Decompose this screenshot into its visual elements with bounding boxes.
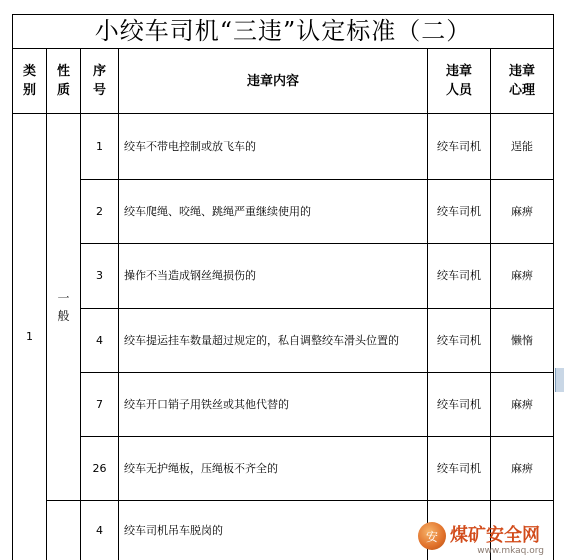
row-5-content: 绞车开口销子用铁丝或其他代替的 <box>124 397 289 411</box>
header-person-line1: 违章 <box>445 64 472 79</box>
row-6-content: 绞车无护绳板，压绳板不齐全的 <box>124 461 278 475</box>
header-psychology <box>491 49 553 113</box>
row-5-psychology: 麻痹 <box>511 397 533 411</box>
table-border-right <box>553 14 554 560</box>
row-6-person: 绞车司机 <box>437 461 481 475</box>
nature-value <box>47 114 80 500</box>
header-psychology-line1: 违章 <box>508 64 535 79</box>
header-category-line1: 类 <box>22 64 36 79</box>
scroll-handle[interactable] <box>555 368 564 392</box>
row-2-content: 绞车爬绳、咬绳、跳绳严重继续使用的 <box>124 204 311 218</box>
row-4-number: 4 <box>96 333 103 347</box>
nature-value-line1: 一 <box>57 291 70 305</box>
document-title: 小绞车司机“三违”认定标准（二） <box>94 17 472 45</box>
header-number <box>81 49 118 113</box>
row-7-content: 绞车司机吊车脱岗的 <box>124 523 223 537</box>
header-number-line1: 序 <box>92 64 106 79</box>
header-person-line2: 人员 <box>445 83 472 98</box>
header-nature-line2: 质 <box>56 83 70 98</box>
row-6-psychology: 麻痹 <box>511 461 533 475</box>
category-value: 1 <box>26 330 33 343</box>
row-1-psychology: 逞能 <box>511 139 533 153</box>
row-2-psychology: 麻痹 <box>511 204 533 218</box>
site-watermark <box>418 516 548 556</box>
row-5-person: 绞车司机 <box>437 397 481 411</box>
header-person <box>428 49 490 113</box>
header-psychology-line2: 心理 <box>508 83 535 98</box>
row-4-psychology: 懒惰 <box>511 333 533 347</box>
header-category <box>13 49 46 113</box>
header-number-line2: 号 <box>92 83 106 98</box>
row-1-content: 绞车不带电控制或放飞车的 <box>124 139 256 153</box>
header-nature <box>47 49 80 113</box>
row-2-number: 2 <box>96 204 103 218</box>
row-3-psychology: 麻痹 <box>511 269 533 282</box>
watermark-seal-icon: 安 <box>418 522 446 550</box>
header-category-line2: 别 <box>22 83 36 98</box>
row-1-person: 绞车司机 <box>437 139 481 153</box>
header-nature-line1: 性 <box>56 64 70 79</box>
row-2-person: 绞车司机 <box>437 204 481 218</box>
row-5-number: 7 <box>96 397 103 411</box>
row-3-person: 绞车司机 <box>437 269 481 282</box>
watermark-text: 煤矿安全网 <box>450 525 540 546</box>
row-4-content: 绞车提运挂车数量超过规定的，私自调整绞车滑头位置的 <box>124 333 399 347</box>
nature-value-line2: 般 <box>57 309 70 323</box>
row-7-number: 4 <box>96 523 103 537</box>
row-1-number: 1 <box>96 139 103 153</box>
row-3-content: 操作不当造成钢丝绳损伤的 <box>124 269 256 282</box>
table-border-top <box>12 14 554 15</box>
row-4-person: 绞车司机 <box>437 333 481 347</box>
row-6-number: 26 <box>92 461 107 475</box>
header-content: 违章内容 <box>246 73 299 89</box>
row-3-number: 3 <box>96 269 103 282</box>
watermark-url: www.mkaq.org <box>477 546 544 556</box>
